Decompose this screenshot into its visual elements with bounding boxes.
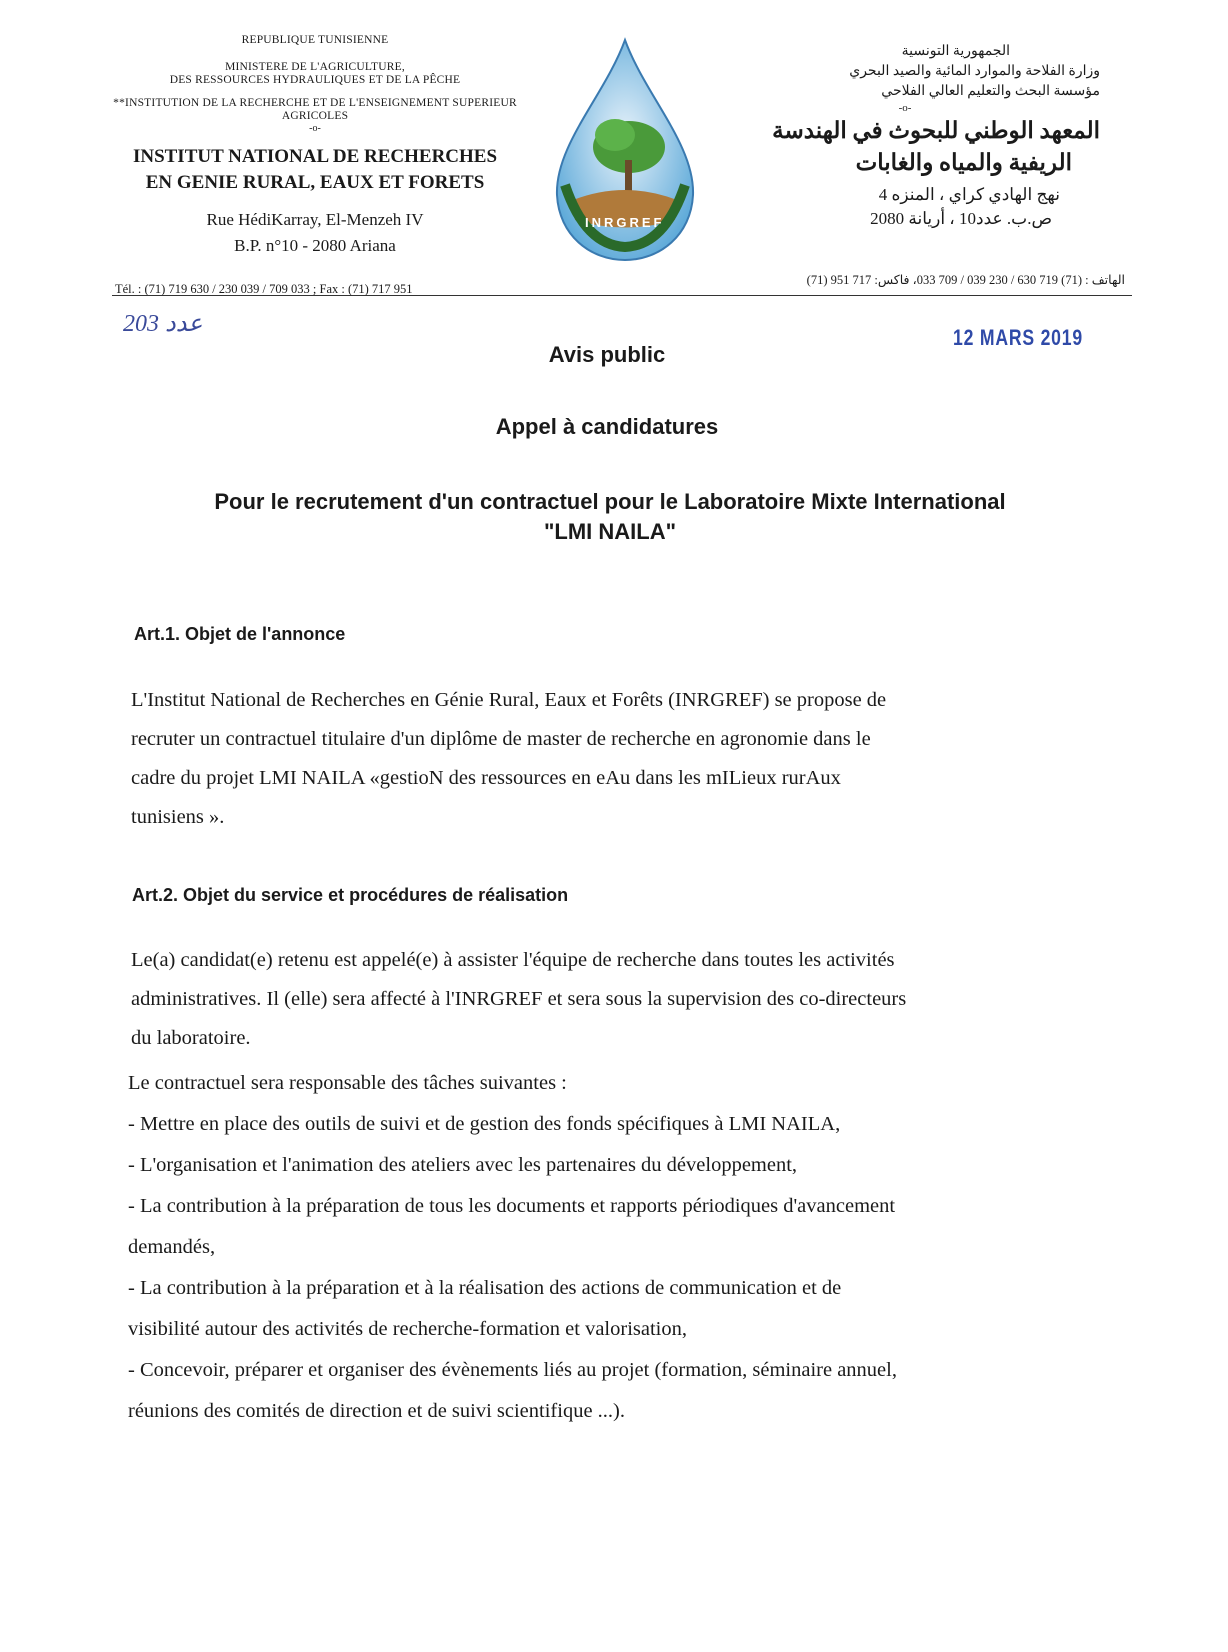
- institute-name-line1: INSTITUT NATIONAL DE RECHERCHES: [132, 146, 498, 167]
- task-item: - La contribution à la préparation et à la réalisation des actions de communication et de: [128, 1277, 842, 1299]
- art2-heading: Art.2. Objet du service et procédures de réalisation: [132, 885, 569, 905]
- art2-line: administratives. Il (elle) sera affecté à l'INRGREF et sera sous la supervision des co-directeurs: [131, 988, 907, 1010]
- institution-ar: مؤسسة البحث والتعليم العالي الفلاحي: [881, 84, 1100, 99]
- header-left: [90, 34, 540, 257]
- tasks-list: [128, 1063, 1088, 1432]
- logo-text: INRGREF: [585, 215, 665, 230]
- header-divider: [112, 295, 1132, 296]
- address-line1: Rue HédiKarray, El-Menzeh IV: [206, 210, 424, 229]
- date-stamp: 12 MARS 2019: [953, 325, 1083, 350]
- art1-line: recruter un contractuel titulaire d'un diplôme de master de recherche en agronomie dans le: [131, 728, 871, 750]
- handwritten-reference: 203 عدد: [123, 311, 203, 337]
- art2-body: [131, 941, 1091, 1058]
- separator-ar: -o-: [898, 102, 912, 114]
- institute-name-line2: EN GENIE RURAL, EAUX ET FORETS: [145, 172, 485, 193]
- tel-fax-ar: الهاتف : (71) 719 630 / 230 039 / 709 033، فاكس: 717 951 (71): [806, 273, 1125, 287]
- art2-line: Le(a) candidat(e) retenu est appelé(e) à assister l'équipe de recherche dans toutes les activités: [131, 949, 895, 971]
- task-item: - Concevoir, préparer et organiser des évènements liés au projet (formation, séminaire annuel,: [128, 1359, 897, 1381]
- institution-line2: AGRICOLES: [281, 110, 349, 122]
- heading: [140, 487, 1080, 547]
- institution-line1: **INSTITUTION DE LA RECHERCHE ET DE L'ENSEIGNEMENT SUPERIEUR: [113, 97, 517, 109]
- task-item: - Mettre en place des outils de suivi et de gestion des fonds spécifiques à LMI NAILA,: [128, 1113, 841, 1135]
- art1-body: [131, 681, 1091, 837]
- tasks-intro: Le contractuel sera responsable des tâches suivantes :: [128, 1072, 567, 1094]
- subtitle: Appel à candidatures: [495, 414, 719, 439]
- republic-label: REPUBLIQUE TUNISIENNE: [241, 34, 389, 46]
- header-right: [670, 42, 1100, 231]
- task-item: - La contribution à la préparation de tous les documents et rapports périodiques d'avancement: [128, 1195, 896, 1217]
- task-item: réunions des comités de direction et de suivi scientifique ...).: [128, 1400, 625, 1422]
- ministry-line1: MINISTERE DE L'AGRICULTURE,: [225, 61, 405, 73]
- address-line2: B.P. n°10 - 2080 Ariana: [234, 236, 396, 255]
- title: Avis public: [548, 342, 666, 367]
- heading-line1: Pour le recrutement d'un contractuel pour le Laboratoire Mixte International: [214, 489, 1006, 514]
- heading-line2: "LMI NAILA": [543, 519, 677, 544]
- ministry-ar: وزارة الفلاحة والموارد المائية والصيد البحري: [849, 64, 1100, 79]
- task-item: visibilité autour des activités de recherche-formation et valorisation,: [128, 1318, 687, 1340]
- institute-name-ar-line1: المعهد الوطني للبحوث في الهندسة: [772, 118, 1100, 143]
- task-item: - L'organisation et l'animation des ateliers avec les partenaires du développement,: [128, 1154, 798, 1176]
- address-ar-line1: نهج الهادي كراي ، المنزه 4: [878, 185, 1060, 204]
- tel-fax-fr: Tél. : (71) 719 630 / 230 039 / 709 033 ; Fax : (71) 717 951: [115, 282, 413, 296]
- ministry-line2: DES RESSOURCES HYDRAULIQUES ET DE LA PÊCHE: [169, 74, 461, 86]
- art1-line: cadre du projet LMI NAILA «gestioN des ressources en eAu dans les mILieux rurAux: [131, 767, 841, 789]
- art2-line: du laboratoire.: [131, 1027, 251, 1049]
- art1-heading: Art.1. Objet de l'annonce: [134, 624, 346, 644]
- separator: -o-: [309, 123, 321, 134]
- address-ar-line2: ص.ب. عدد10 ، أريانة 2080: [870, 209, 1052, 228]
- institute-name-ar-line2: الريفية والمياه والغابات: [855, 150, 1072, 175]
- republic-label-ar: الجمهورية التونسية: [901, 44, 1010, 59]
- art1-line: tunisiens ».: [131, 806, 225, 828]
- art1-line: L'Institut National de Recherches en Génie Rural, Eaux et Forêts (INRGREF) se propose de: [131, 689, 887, 711]
- task-item: demandés,: [128, 1236, 216, 1258]
